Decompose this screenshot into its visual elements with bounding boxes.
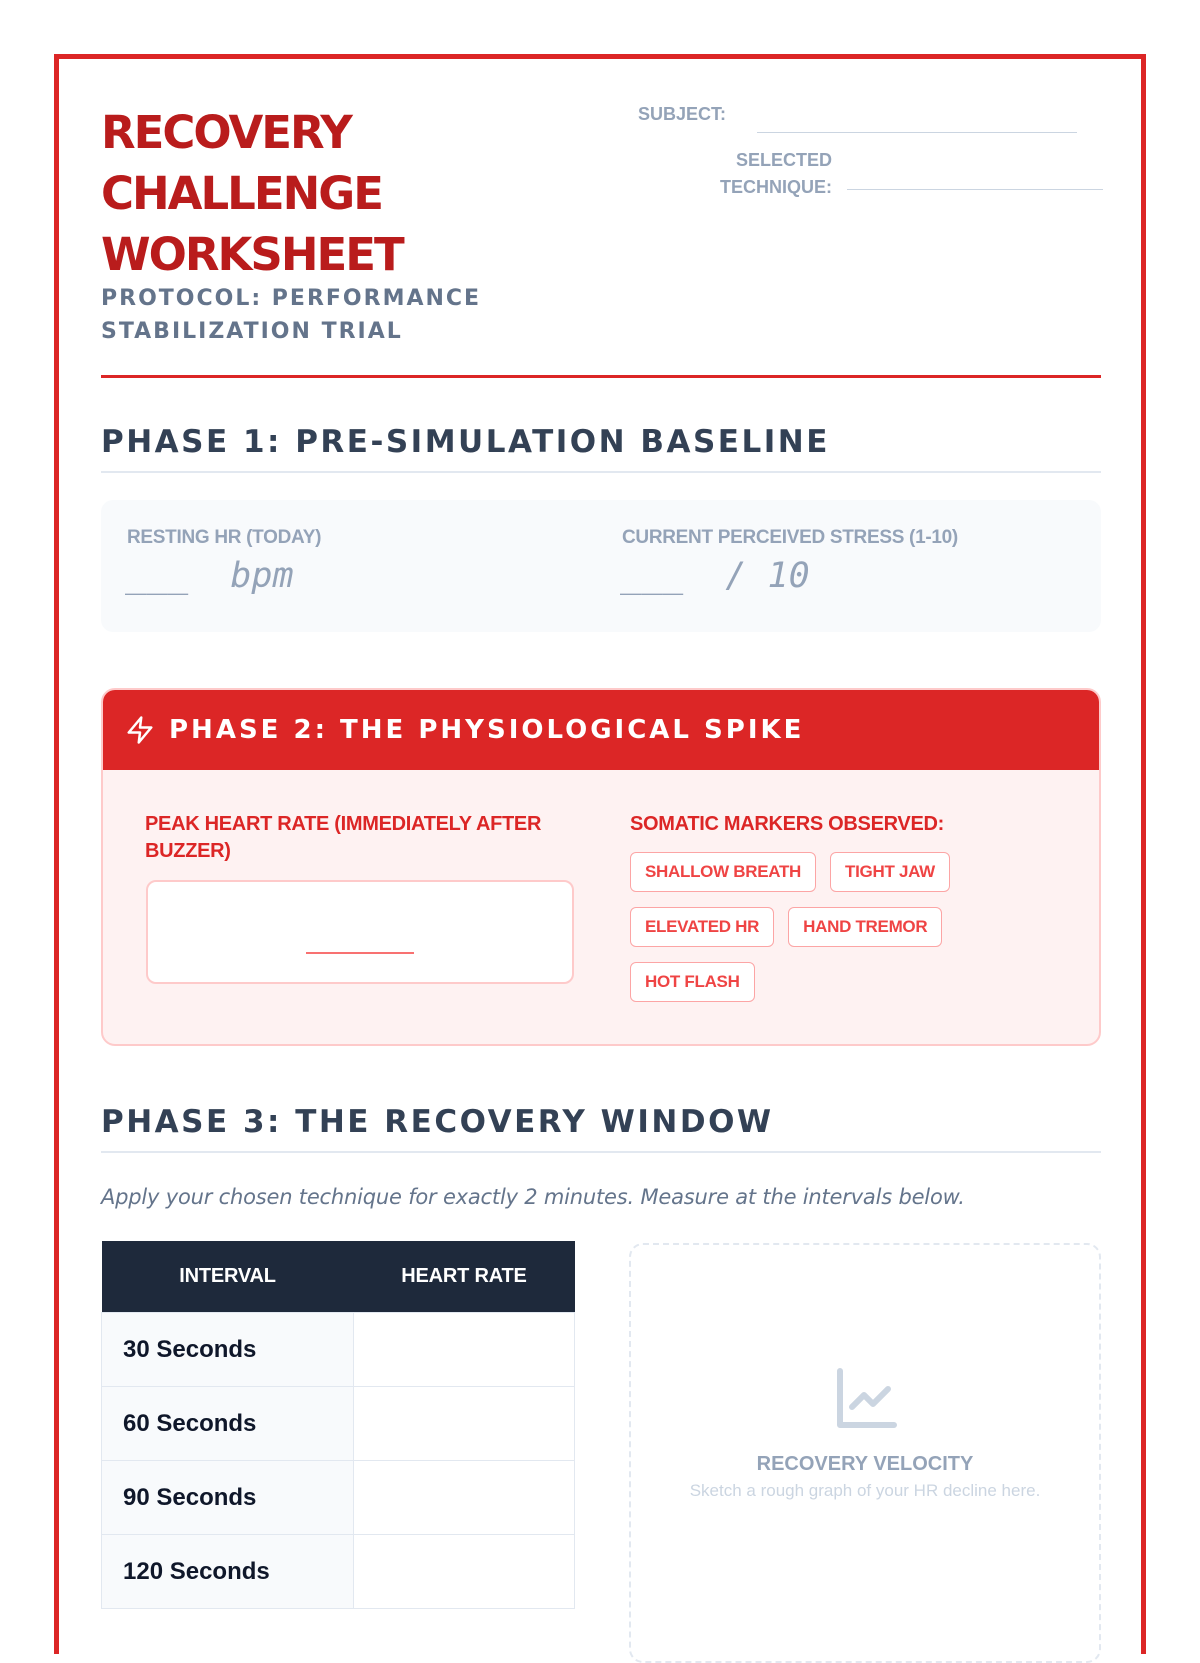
table-row	[102, 1535, 575, 1609]
phase2-header	[103, 690, 1099, 770]
phase3-divider	[101, 1151, 1101, 1153]
header-divider	[101, 375, 1101, 378]
heart-rate-column-header: HEART RATE	[354, 1241, 575, 1313]
interval-table	[101, 1241, 575, 1609]
resting-hr-entry[interactable]: ___ bpm	[125, 556, 294, 596]
page-title	[101, 102, 403, 285]
line-chart-icon	[831, 1362, 903, 1434]
marker-hot-flash[interactable]: HOT FLASH	[630, 962, 755, 1002]
recovery-graph-area[interactable]	[629, 1243, 1101, 1663]
stress-entry[interactable]: ___ / 10	[620, 556, 810, 596]
phase3-title: PHASE 3: THE RECOVERY WINDOW	[101, 1104, 774, 1140]
interval-cell: 60 Seconds	[102, 1387, 354, 1461]
markers-label: SOMATIC MARKERS OBSERVED:	[630, 813, 945, 835]
interval-cell: 30 Seconds	[102, 1313, 354, 1387]
graph-title: RECOVERY VELOCITY	[756, 1453, 974, 1475]
baseline-panel	[101, 500, 1101, 632]
phase2-card	[101, 688, 1101, 1046]
table-row	[102, 1461, 575, 1535]
title-line-2: CHALLENGE	[101, 167, 382, 220]
technique-field[interactable]	[847, 189, 1103, 190]
marker-shallow-breath[interactable]: SHALLOW BREATH	[630, 852, 816, 892]
lightning-icon	[125, 715, 155, 745]
table-row	[102, 1313, 575, 1387]
protocol-subtitle: PROTOCOL: PERFORMANCE STABILIZATION TRIAL	[101, 286, 482, 344]
marker-hand-tremor[interactable]: HAND TREMOR	[788, 907, 942, 947]
title-line-3: WORKSHEET	[101, 228, 403, 281]
title-line-1: RECOVERY	[101, 106, 351, 159]
heart-rate-cell[interactable]	[354, 1313, 575, 1387]
peak-hr-input[interactable]	[146, 880, 574, 984]
resting-hr-label: RESTING HR (TODAY)	[127, 527, 322, 548]
stress-label: CURRENT PERCEIVED STRESS (1-10)	[622, 527, 958, 548]
peak-hr-underline	[306, 952, 414, 954]
marker-tags	[630, 852, 1010, 1002]
technique-label: SELECTED TECHNIQUE:	[720, 150, 832, 197]
marker-elevated-hr[interactable]: ELEVATED HR	[630, 907, 774, 947]
heart-rate-cell[interactable]	[354, 1387, 575, 1461]
phase1-title: PHASE 1: PRE-SIMULATION BASELINE	[101, 424, 830, 460]
phase2-title: PHASE 2: THE PHYSIOLOGICAL SPIKE	[169, 715, 805, 745]
interval-cell: 120 Seconds	[102, 1535, 354, 1609]
graph-subtitle: Sketch a rough graph of your HR decline here.	[689, 1481, 1041, 1500]
marker-tight-jaw[interactable]: TIGHT JAW	[830, 852, 950, 892]
peak-hr-label: PEAK HEART RATE (IMMEDIATELY AFTER BUZZER)	[145, 813, 542, 862]
phase3-instruction: Apply your chosen technique for exactly 2 minutes. Measure at the intervals below.	[101, 1185, 965, 1209]
subject-field[interactable]	[757, 132, 1077, 133]
table-header-row	[102, 1241, 575, 1313]
heart-rate-cell[interactable]	[354, 1461, 575, 1535]
subject-label: SUBJECT:	[637, 104, 726, 124]
interval-cell: 90 Seconds	[102, 1461, 354, 1535]
phase1-divider	[101, 471, 1101, 473]
heart-rate-cell[interactable]	[354, 1535, 575, 1609]
table-row	[102, 1387, 575, 1461]
interval-column-header: INTERVAL	[102, 1241, 354, 1313]
